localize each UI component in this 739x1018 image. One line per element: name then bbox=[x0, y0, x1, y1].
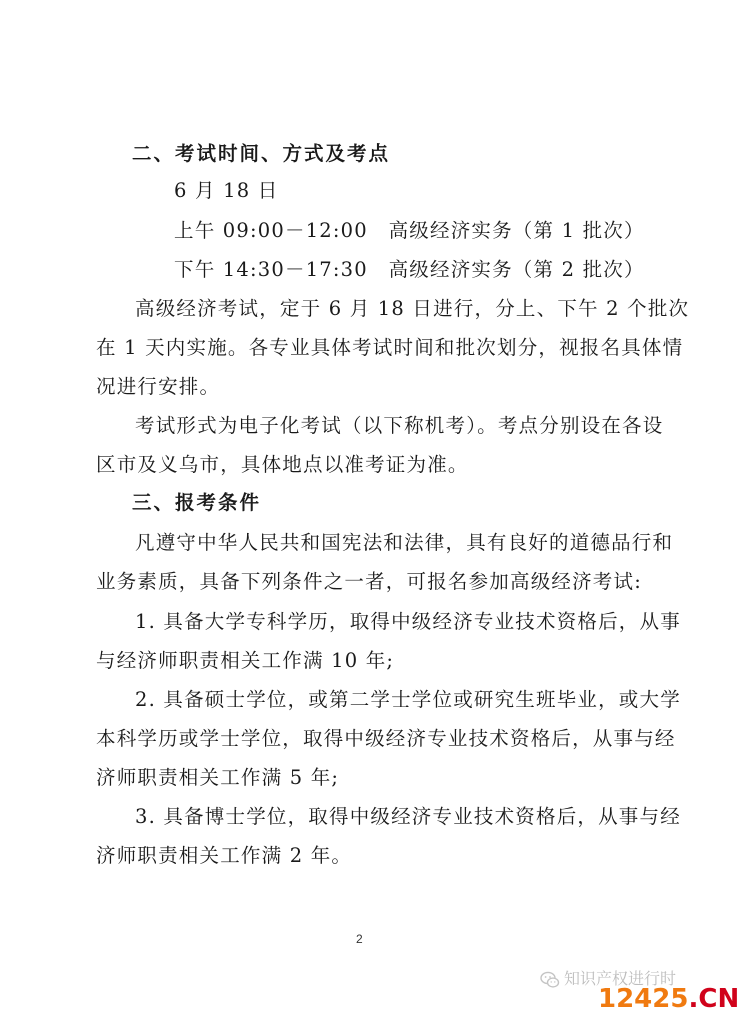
wechat-icon bbox=[540, 970, 560, 990]
paragraph-line: 况进行安排。 bbox=[96, 375, 221, 398]
site-logo-number: 12425 bbox=[598, 984, 689, 1014]
watermark-text: 知识产权进行时 bbox=[564, 969, 677, 988]
session-afternoon: 下午 14:30－17:30 高级经济实务（第 2 批次） bbox=[174, 258, 645, 281]
paragraph-line: 高级经济考试，定于 6 月 18 日进行，分上、下午 2 个批次 bbox=[135, 297, 690, 320]
list-item-line: 1. 具备大学专科学历，取得中级经济专业技术资格后，从事 bbox=[135, 610, 681, 633]
site-logo bbox=[598, 984, 739, 1014]
exam-date: 6 月 18 日 bbox=[174, 179, 279, 202]
list-item-line: 3. 具备博士学位，取得中级经济专业技术资格后，从事与经 bbox=[135, 805, 681, 828]
paragraph-line: 业务素质，具备下列条件之一者，可报名参加高级经济考试: bbox=[96, 570, 642, 593]
paragraph-line: 考试形式为电子化考试（以下称机考）。考点分别设在各设 bbox=[135, 414, 664, 437]
site-logo-dot: . bbox=[688, 984, 699, 1014]
page-number: 2 bbox=[356, 932, 363, 946]
section-heading-exam-time: 二、考试时间、方式及考点 bbox=[132, 142, 391, 165]
site-logo-suffix: CN bbox=[698, 984, 739, 1014]
section-heading-conditions: 三、报考条件 bbox=[132, 491, 262, 514]
paragraph-line: 在 1 天内实施。各专业具体考试时间和批次划分，视报名具体情 bbox=[96, 336, 684, 359]
list-item-line: 本科学历或学士学位，取得中级经济专业技术资格后，从事与经 bbox=[96, 727, 676, 750]
list-item-line: 与经济师职责相关工作满 10 年; bbox=[96, 649, 395, 672]
paragraph-line: 区市及义乌市，具体地点以准考证为准。 bbox=[96, 453, 469, 476]
list-item-line: 济师职责相关工作满 2 年。 bbox=[96, 844, 353, 867]
paragraph-line: 凡遵守中华人民共和国宪法和法律，具有良好的道德品行和 bbox=[135, 531, 674, 554]
list-item-line: 2. 具备硕士学位，或第二学士学位或研究生班毕业，或大学 bbox=[135, 688, 681, 711]
session-morning: 上午 09:00－12:00 高级经济实务（第 1 批次） bbox=[174, 219, 645, 242]
list-item-line: 济师职责相关工作满 5 年; bbox=[96, 766, 340, 789]
